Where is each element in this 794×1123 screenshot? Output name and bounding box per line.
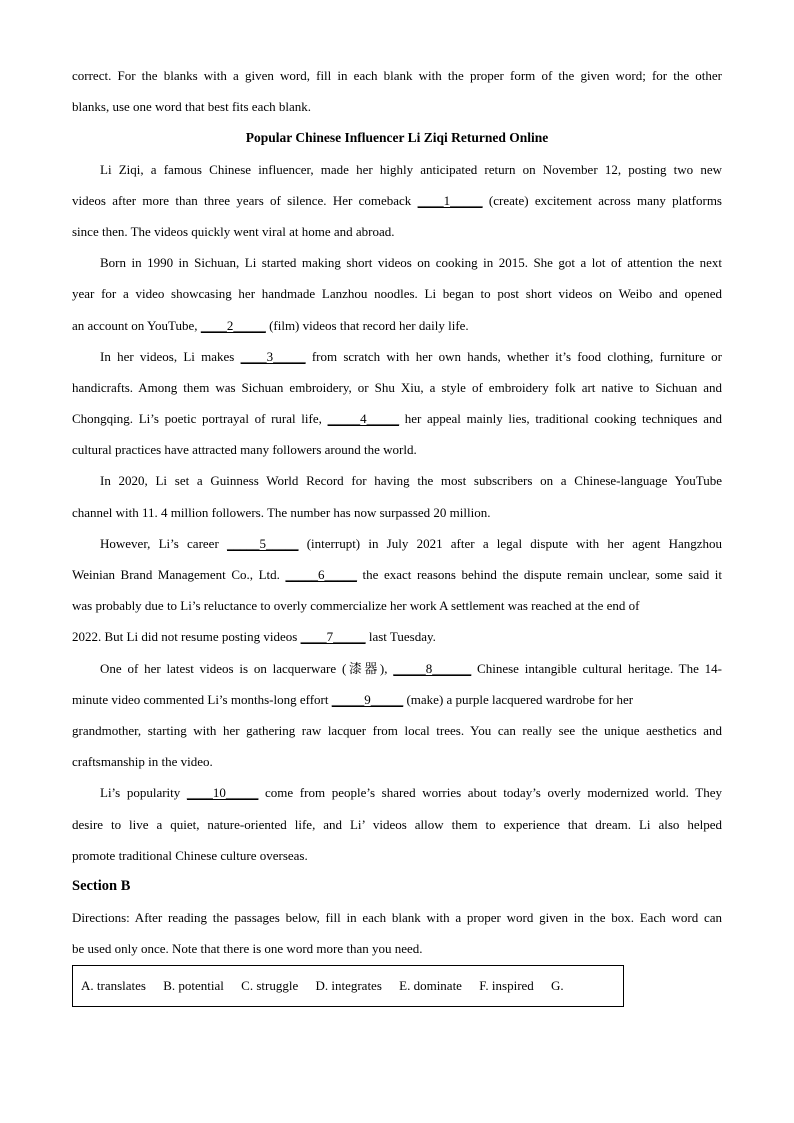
passage-title: Popular Chinese Influencer Li Ziqi Returned Online	[245, 130, 549, 146]
text: last Tuesday.	[365, 629, 436, 645]
paragraph-line: In 2020, Li set a Guinness World Record for having the most subscribers on a Chinese-language YouTube	[100, 473, 722, 489]
paragraph-line: grandmother, starting with her gathering raw lacquer from local trees. You can really see the unique aesthetics and	[72, 722, 722, 738]
word-option: D. integrates	[315, 978, 382, 993]
blank-8[interactable]: _____8______	[393, 660, 472, 676]
blank-9[interactable]: _____9_____	[331, 691, 404, 707]
text: (film) videos that record her daily life.	[265, 317, 469, 333]
text: the exact reasons behind the dispute remain unclear, some said it	[356, 567, 722, 582]
paragraph-line: channel with 11. 4 million followers. The number has now surpassed 20 million.	[72, 504, 491, 520]
paragraph-line	[72, 403, 722, 434]
text: However, Li’s career	[100, 535, 227, 551]
paragraph-line: cultural practices have attracted many followers around the world.	[72, 442, 417, 458]
intro-line: correct. For the blanks with a given word, fill in each blank with the proper form of the given word; for the other	[72, 68, 722, 83]
word-option: E. dominate	[399, 978, 462, 993]
directions-line: be used only once. Note that there is one word more than you need.	[72, 941, 423, 957]
text: Li’s popularity	[100, 785, 187, 801]
paragraph-line: Li Ziqi, a famous Chinese influencer, made her highly anticipated return on November 12, posting two new	[100, 161, 722, 177]
paragraph-line: handicrafts. Among them was Sichuan embroidery, or Shu Xiu, a style of embroidery folk art native to Sichuan and	[72, 379, 722, 395]
paragraph-line	[72, 653, 722, 684]
word-option: G.	[551, 978, 564, 993]
text: an account on YouTube,	[72, 317, 201, 333]
text: minute video commented Li’s months-long effort	[72, 691, 332, 707]
text: Chinese intangible cultural heritage. The 14-	[471, 660, 722, 676]
paragraph-line	[72, 528, 722, 559]
word-option: B. potential	[163, 978, 224, 993]
text: Weinian Brand Management Co., Ltd.	[72, 567, 286, 582]
text: In her videos, Li makes	[100, 348, 241, 364]
blank-4[interactable]: _____4_____	[327, 411, 400, 427]
text: come from people’s shared worries about today’s overly modernized world. They	[258, 785, 722, 801]
text: (interrupt) in July 2021 after a legal dispute with her agent Hangzhou	[298, 535, 722, 551]
paragraph-line	[72, 684, 722, 715]
blank-10[interactable]: ____10_____	[186, 785, 259, 801]
text: videos after more than three years of silence. Her comeback	[72, 192, 418, 208]
paragraph-line	[72, 310, 722, 341]
blank-2[interactable]: ____2_____	[200, 317, 266, 333]
paragraph-line: year for a video showcasing her handmade Lanzhou noodles. Li began to post short videos on Weibo and opened	[72, 286, 722, 302]
blank-6[interactable]: _____6_____	[285, 567, 357, 582]
paragraph-line	[72, 341, 722, 372]
paragraph-line	[72, 185, 722, 216]
text: Chongqing. Li’s poetic portrayal of rural life,	[72, 411, 328, 427]
text: (create) excitement across many platforms	[482, 192, 722, 208]
text: 2022. But Li did not resume posting videos	[72, 629, 301, 645]
text: her appeal mainly lies, traditional cooking techniques and	[399, 411, 722, 427]
paragraph-line: since then. The videos quickly went viral at home and abroad.	[72, 223, 395, 239]
paragraph-line: promote traditional Chinese culture overseas.	[72, 847, 308, 863]
paragraph-line: desire to live a quiet, nature-oriented life, and Li’ videos allow them to experience that dream. Li also helped	[72, 816, 722, 832]
document-body	[72, 60, 722, 993]
section-heading: Section B	[72, 877, 131, 894]
text: One of her latest videos is on lacquerware (漆器),	[100, 660, 394, 676]
blank-3[interactable]: ____3_____	[240, 348, 306, 364]
word-option: A. translates	[81, 978, 146, 993]
paragraph-line	[72, 777, 722, 808]
text: (make) a purple lacquered wardrobe for her	[403, 691, 634, 707]
blank-7[interactable]: ____7_____	[300, 629, 366, 645]
word-option: C. struggle	[241, 978, 299, 993]
paragraph-line	[72, 559, 722, 590]
blank-5[interactable]: _____5_____	[227, 535, 299, 551]
blank-1[interactable]: ____1_____	[417, 192, 483, 208]
paragraph-line: craftsmanship in the video.	[72, 754, 213, 770]
word-bank-box	[72, 965, 624, 1007]
text: from scratch with her own hands, whether it’s food clothing, furniture or	[305, 348, 722, 364]
paragraph-line	[72, 621, 722, 652]
paragraph-line: was probably due to Li’s reluctance to overly commercialize her work A settlement was reached at the end of	[72, 598, 640, 614]
directions-line: Directions: After reading the passages below, fill in each blank with a proper word given in the box. Each word can	[72, 910, 722, 926]
intro-line: blanks, use one word that best fits each blank.	[72, 99, 311, 115]
word-option: F. inspired	[479, 978, 534, 993]
paragraph-line: Born in 1990 in Sichuan, Li started making short videos on cooking in 2015. She got a lot of attention the next	[100, 255, 722, 271]
